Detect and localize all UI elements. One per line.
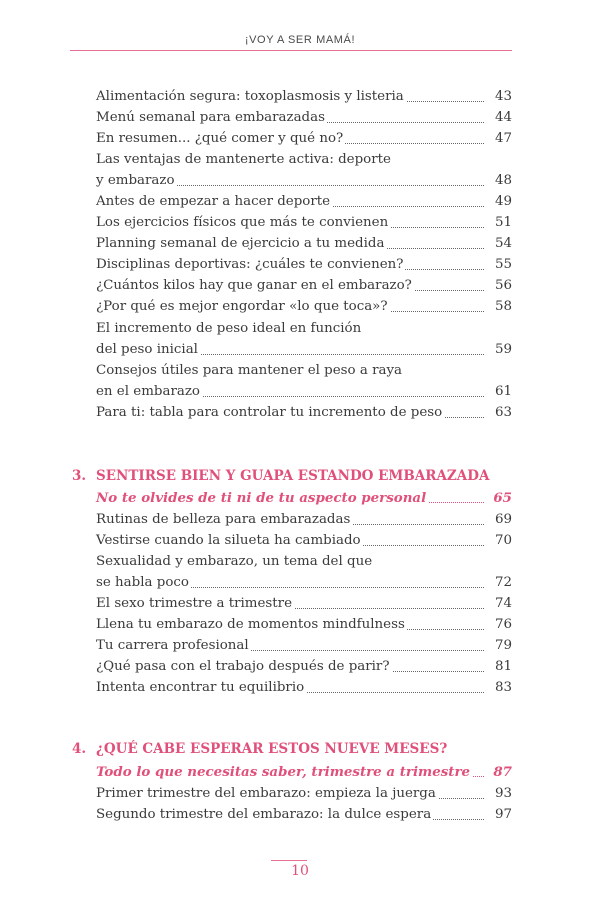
toc-entry-title: Sexualidad y embarazo, un tema del que: [96, 552, 374, 572]
toc-entry-page: 79: [487, 636, 512, 656]
toc-entry[interactable]: [96, 192, 512, 212]
toc-entry-title: Intenta encontrar tu equilibrio: [96, 678, 306, 698]
chapter-title: SENTIRSE BIEN Y GUAPA ESTANDO EMBARAZADA: [96, 468, 490, 484]
toc-entry-page: 63: [487, 403, 512, 423]
toc-entry-line[interactable]: [96, 150, 512, 170]
toc-entry-title: Segundo trimestre del embarazo: la dulce espera: [96, 805, 433, 825]
toc-entry-page: 70: [487, 531, 512, 551]
toc-entry-page: 93: [487, 784, 512, 804]
toc-entry-title: Antes de empezar a hacer deporte: [96, 192, 332, 212]
toc-entry[interactable]: [96, 255, 512, 275]
toc-entry-title: Disciplinas deportivas: ¿cuáles te convienen?: [96, 255, 405, 275]
toc-entry-title: se habla poco: [96, 573, 191, 593]
toc-entry[interactable]: [96, 213, 512, 233]
toc-entry-title: El sexo trimestre a trimestre: [96, 594, 294, 614]
page-number: 10: [291, 863, 309, 879]
toc-entry-page: 81: [487, 657, 512, 677]
toc-entry-page: 54: [487, 234, 512, 254]
toc-entry-page: 51: [487, 213, 512, 233]
toc-entry[interactable]: [96, 805, 512, 825]
chapter-number: 3.: [72, 468, 87, 484]
toc-entry-page: 69: [487, 510, 512, 530]
toc-entry-line[interactable]: [96, 552, 512, 572]
chapter-number: 4.: [72, 741, 87, 757]
toc-entry-page: 65: [485, 488, 512, 508]
toc-entry[interactable]: [96, 108, 512, 128]
toc-entry[interactable]: [96, 382, 512, 402]
chapter-title: ¿QUÉ CABE ESPERAR ESTOS NUEVE MESES?: [96, 741, 448, 757]
toc-entry-page: 87: [485, 762, 512, 782]
header-divider: [70, 50, 512, 51]
chapter-subtitle-entry[interactable]: [96, 488, 512, 508]
toc-entry-title: Las ventajas de mantenerte activa: deporte: [96, 150, 393, 170]
toc-entry[interactable]: [96, 297, 512, 317]
toc-entry-page: 47: [487, 129, 512, 149]
toc-entry-title: Consejos útiles para mantener el peso a raya: [96, 361, 404, 381]
toc-entry[interactable]: [96, 615, 512, 635]
chapter-subtitle-entry[interactable]: [96, 762, 512, 782]
toc-entry-title: en el embarazo: [96, 382, 202, 402]
toc-entry[interactable]: [96, 531, 512, 551]
footer-divider: [271, 860, 307, 861]
toc-entry-page: 74: [487, 594, 512, 614]
toc-entry-title: Para ti: tabla para controlar tu incremento de peso: [96, 403, 444, 423]
toc-entry[interactable]: [96, 234, 512, 254]
toc-entry-page: 97: [487, 805, 512, 825]
toc-entry-page: 56: [487, 276, 512, 296]
toc-entry-title: ¿Por qué es mejor engordar «lo que toca»?: [96, 297, 390, 317]
toc-entry-page: 76: [487, 615, 512, 635]
toc-entry-title: del peso inicial: [96, 340, 200, 360]
toc-entry-title: El incremento de peso ideal en función: [96, 319, 363, 339]
toc-entry-page: 58: [487, 297, 512, 317]
toc-entry[interactable]: [96, 129, 512, 149]
toc-entry-page: 49: [487, 192, 512, 212]
toc-entry-title: y embarazo: [96, 171, 177, 191]
chapter-heading[interactable]: [72, 465, 489, 487]
toc-entry-title: No te olvides de ti ni de tu aspecto personal: [96, 490, 427, 506]
toc-entry-title: Primer trimestre del embarazo: empieza la juerga: [96, 784, 438, 804]
toc-entry-title: Alimentación segura: toxoplasmosis y listeria: [96, 87, 406, 107]
toc-entry[interactable]: [96, 657, 512, 677]
toc-entry-title: Vestirse cuando la silueta ha cambiado: [96, 531, 363, 551]
chapter-heading[interactable]: [72, 738, 447, 760]
running-header: ¡VOY A SER MAMÁ!: [244, 34, 356, 46]
toc-entry[interactable]: [96, 510, 512, 530]
toc-entry-title: Todo lo que necesitas saber, trimestre a trimestre: [96, 764, 471, 780]
toc-entry-title: ¿Qué pasa con el trabajo después de parir?: [96, 657, 392, 677]
toc-entry-title: Menú semanal para embarazadas: [96, 108, 327, 128]
toc-entry-page: 83: [487, 678, 512, 698]
toc-entry-page: 48: [487, 171, 512, 191]
toc-entry-title: Llena tu embarazo de momentos mindfulness: [96, 615, 407, 635]
toc-entry-title: Planning semanal de ejercicio a tu medida: [96, 234, 386, 254]
toc-entry-page: 59: [487, 340, 512, 360]
toc-entry[interactable]: [96, 276, 512, 296]
toc-entry[interactable]: [96, 87, 512, 107]
toc-entry[interactable]: [96, 340, 512, 360]
toc-entry[interactable]: [96, 573, 512, 593]
toc-entry[interactable]: [96, 403, 512, 423]
toc-entry-page: 43: [487, 87, 512, 107]
toc-entry[interactable]: [96, 171, 512, 191]
toc-entry[interactable]: [96, 678, 512, 698]
toc-entry-title: Rutinas de belleza para embarazadas: [96, 510, 352, 530]
toc-entry-title: ¿Cuántos kilos hay que ganar en el embarazo?: [96, 276, 414, 296]
toc-entry-title: Tu carrera profesional: [96, 636, 251, 656]
toc-entry[interactable]: [96, 784, 512, 804]
toc-entry-line[interactable]: [96, 361, 512, 381]
toc-entry[interactable]: [96, 636, 512, 656]
toc-entry-page: 44: [487, 108, 512, 128]
toc-entry-page: 55: [487, 255, 512, 275]
toc-entry[interactable]: [96, 594, 512, 614]
toc-entry-title: En resumen... ¿qué comer y qué no?: [96, 129, 345, 149]
toc-entry-page: 72: [487, 573, 512, 593]
toc-entry-page: 61: [487, 382, 512, 402]
toc-entry-title: Los ejercicios físicos que más te convienen: [96, 213, 390, 233]
toc-entry-line[interactable]: [96, 319, 512, 339]
